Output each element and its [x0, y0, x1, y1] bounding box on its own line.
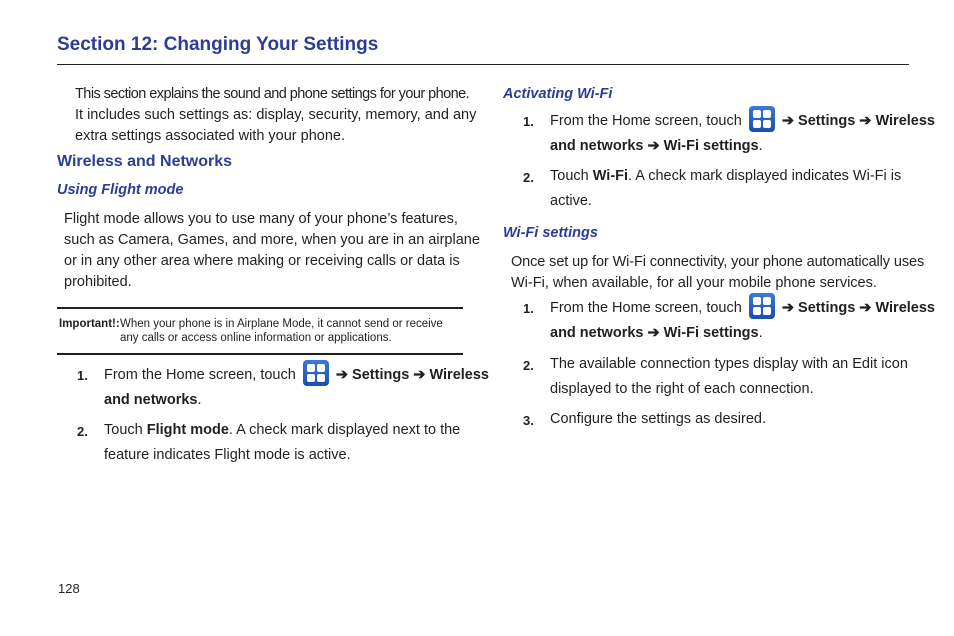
note-label: Important!:	[59, 318, 120, 330]
step-number: 1.	[523, 301, 534, 316]
home-apps-icon	[303, 360, 329, 386]
note-line-2: any calls or access online information or applications.	[120, 332, 392, 344]
activating-wifi-heading: Activating Wi-Fi	[503, 86, 613, 102]
page-title: Section 12: Changing Your Settings	[57, 34, 379, 55]
step-number: 2.	[77, 424, 88, 439]
wireless-heading: Wireless and Networks	[57, 153, 233, 170]
step-number: 2.	[523, 358, 534, 373]
wifi-settings-step-1: 1. From the Home screen, touch ➔ Settings ➔ Wireless and networks ➔ Wi-Fi settings.	[523, 295, 913, 350]
wifi-settings-paragraph: Once set up for Wi-Fi connectivity, your phone automatically uses Wi-Fi, when available, for all your mobile phone services.	[511, 254, 925, 291]
flight-step-1: 1. From the Home screen, touch ➔ Settings ➔ Wireless and networks.	[77, 362, 467, 417]
home-apps-icon	[749, 106, 775, 132]
wifi-activate-step-1: 1. From the Home screen, touch ➔ Settings ➔ Wireless and networks ➔ Wi-Fi settings.	[523, 108, 913, 163]
flight-mode-heading: Using Flight mode	[57, 182, 184, 198]
wifi-activate-step-2: 2. Touch Wi-Fi. A check mark displayed indicates Wi-Fi is active.	[523, 164, 913, 219]
title-rule	[57, 64, 909, 65]
step-number: 3.	[523, 413, 534, 428]
step-number: 1.	[523, 114, 534, 129]
flight-mode-paragraph: Flight mode allows you to use many of your phone’s features, such as Camera, Games, and more, when you are in an airplane or in any other area where making or receiving calls or data is prohibited.	[64, 211, 480, 290]
step-number: 1.	[77, 368, 88, 383]
step-number: 2.	[523, 170, 534, 185]
page-number: 128	[58, 581, 80, 596]
wifi-settings-heading: Wi-Fi settings	[503, 225, 598, 241]
wifi-settings-step-3: 3. Configure the settings as desired.	[523, 407, 913, 435]
important-note	[57, 307, 463, 355]
note-line-1: When your phone is in Airplane Mode, it cannot send or receive	[120, 318, 443, 330]
flight-step-2: 2. Touch Flight mode. A check mark displayed next to the feature indicates Flight mode is active.	[77, 418, 467, 473]
home-apps-icon	[749, 293, 775, 319]
intro-paragraph: This section explains the sound and phone settings for your phone. It includes such settings as: display, security, memory, and any extra settings associated with your phone.	[75, 86, 477, 144]
wifi-settings-step-2: 2. The available connection types display with an Edit icon displayed to the right of each connection.	[523, 352, 913, 407]
